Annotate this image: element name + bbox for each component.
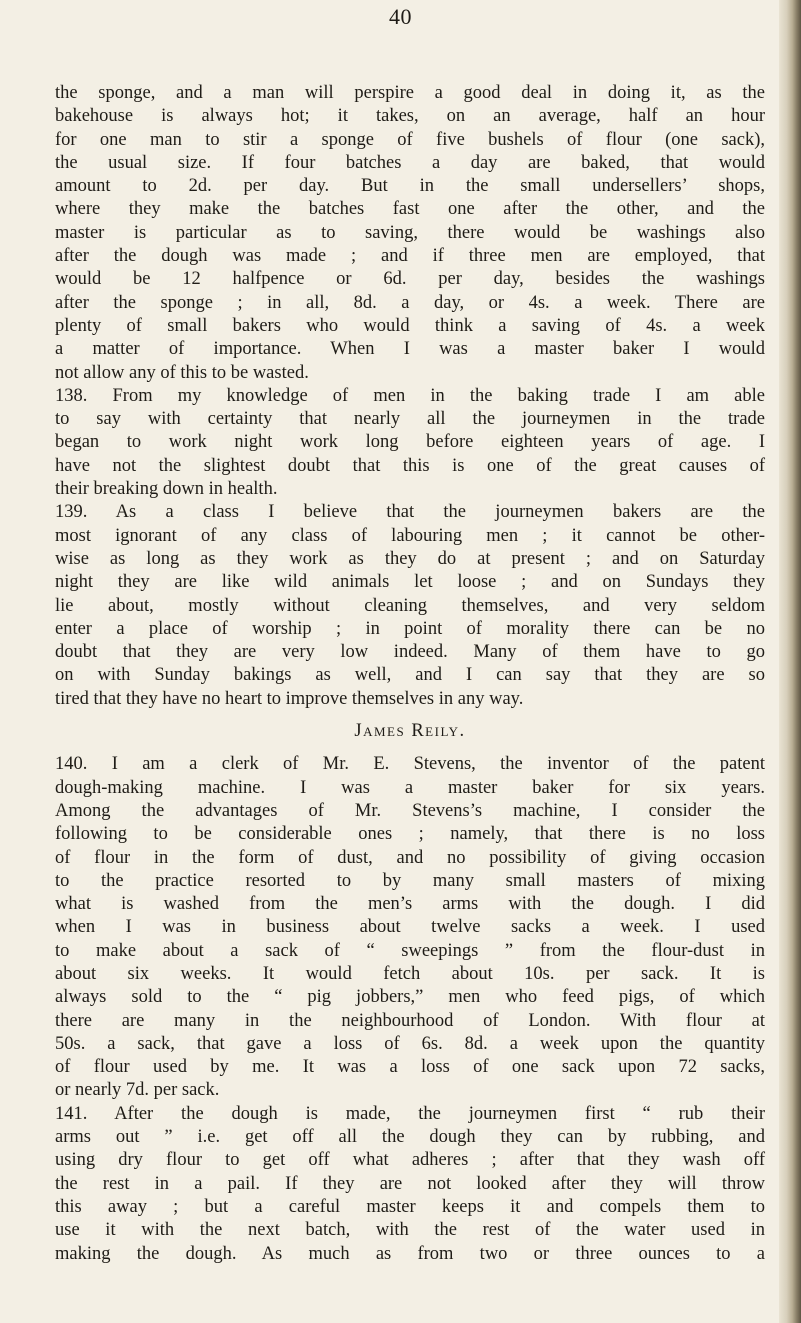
page-edge-shadow: [779, 0, 801, 1323]
text-line: for one man to stir a sponge of five bushels of flour (one sack),: [55, 129, 765, 150]
text-line: there are many in the neighbourhood of London. With flour at: [55, 1010, 765, 1031]
text-line: would be 12 halfpence or 6d. per day, besides the washings: [55, 269, 765, 290]
text-line: this away ; but a careful master keeps it and compels them to: [55, 1196, 765, 1217]
text-line: to say with certainty that nearly all the journeymen in the trade: [55, 409, 765, 430]
text-line: a matter of importance. When I was a master baker I would: [55, 339, 765, 360]
text-line: not allow any of this to be wasted.: [55, 362, 309, 383]
text-line: using dry flour to get off what adheres ; after that they wash off: [55, 1150, 765, 1171]
text-line: the usual size. If four batches a day are baked, that would: [55, 152, 765, 173]
text-line: following to be considerable ones ; namely, that there is no loss: [55, 824, 765, 845]
text-line: bakehouse is always hot; it takes, on an average, half an hour: [55, 106, 765, 127]
text-line: the sponge, and a man will perspire a good deal in doing it, as the: [55, 83, 765, 103]
text-line: master is particular as to saving, there would be washings also: [55, 222, 765, 243]
text-line: 139. As a class I believe that the journeymen bakers are the: [55, 502, 765, 523]
text-line: 141. After the dough is made, the journeymen first “ rub their: [55, 1103, 765, 1124]
text-line: to make about a sack of “ sweepings ” from the flour-dust in: [55, 940, 765, 961]
text-line: wise as long as they work as they do at present ; and on Saturday: [55, 548, 765, 569]
text-line: what is washed from the men’s arms with the dough. I did: [55, 894, 765, 915]
text-line: of flour used by me. It was a loss of one sack upon 72 sacks,: [55, 1057, 765, 1078]
text-line: after the sponge ; in all, 8d. a day, or 4s. a week. There are: [55, 292, 765, 313]
page-number: 40: [389, 4, 412, 29]
text-line: 50s. a sack, that gave a loss of 6s. 8d. a week upon the quantity: [55, 1033, 765, 1054]
text-line: Among the advantages of Mr. Stevens’s machine, I consider the: [55, 800, 765, 821]
text-line: always sold to the “ pig jobbers,” men who feed pigs, of which: [55, 987, 765, 1008]
text-line: arms out ” i.e. get off all the dough they can by rubbing, and: [55, 1127, 765, 1148]
text-line: have not the slightest doubt that this is one of the great causes of: [55, 455, 765, 476]
text-line: doubt that they are very low indeed. Many of them have to go: [55, 642, 765, 663]
text-line: enter a place of worship ; in point of morality there can be no: [55, 618, 765, 639]
text-line: night they are like wild animals let loose ; and on Sundays they: [55, 572, 765, 593]
body-text: [55, 82, 765, 1266]
text-line: after the dough was made ; and if three men are employed, that: [55, 246, 765, 267]
text-line: making the dough. As much as from two or three ounces to a: [55, 1243, 765, 1264]
text-line: began to work night work long before eighteen years of age. I: [55, 432, 765, 453]
text-line: when I was in business about twelve sacks a week. I used: [55, 917, 765, 938]
text-line: plenty of small bakers who would think a saving of 4s. a week: [55, 315, 765, 336]
text-line: dough-making machine. I was a master baker for six years.: [55, 777, 765, 798]
text-line: where they make the batches fast one after the other, and the: [55, 199, 765, 220]
text-line: 140. I am a clerk of Mr. E. Stevens, the inventor of the patent: [55, 754, 765, 775]
text-line: their breaking down in health.: [55, 479, 278, 500]
text-line: 138. From my knowledge of men in the baking trade I am able: [55, 385, 765, 406]
text-line: use it with the next batch, with the rest of the water used in: [55, 1220, 765, 1241]
text-line: lie about, mostly without cleaning themselves, and very seldom: [55, 595, 765, 616]
text-line: most ignorant of any class of labouring men ; it cannot be other-: [55, 525, 765, 546]
text-line: about six weeks. It would fetch about 10s. per sack. It is: [55, 963, 765, 984]
text-line: or nearly 7d. per sack.: [55, 1080, 220, 1101]
text-line: on with Sunday bakings as well, and I can say that they are so: [55, 665, 765, 686]
text-line: of flour in the form of dust, and no possibility of giving occasion: [55, 847, 765, 868]
signature-heading: James Reily.: [354, 721, 466, 742]
text-line: tired that they have no heart to improve themselves in any way.: [55, 688, 524, 709]
text-line: to the practice resorted to by many small masters of mixing: [55, 870, 765, 891]
text-line: the rest in a pail. If they are not looked after they will throw: [55, 1173, 765, 1194]
text-line: amount to 2d. per day. But in the small undersellers’ shops,: [55, 176, 765, 197]
